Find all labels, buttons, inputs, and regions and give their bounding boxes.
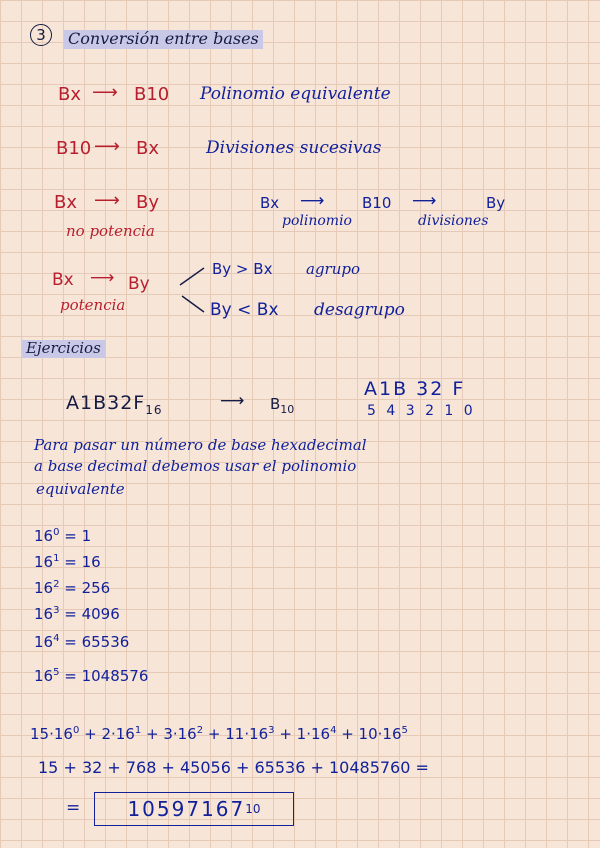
case1-condition: By > Bx: [212, 260, 273, 278]
explanation-line-1: Para pasar un número de base hexadecimal: [34, 436, 367, 454]
polynomial-expression: $15\cdot 16^0 + 2\cdot 16^1 + 3\cdot 16^2 + 11\cdot 16^3 + 1\cdot 16^4 + 10\cdot 16^5$: [30, 725, 408, 743]
conv2-from: B10: [56, 138, 92, 159]
exercises-heading: Ejercicios: [22, 340, 105, 358]
conv4-from: Bx: [52, 270, 74, 290]
explanation-line-3: equivalente: [36, 480, 125, 498]
power-row: $16^0 = 1$: [34, 527, 92, 545]
arrow-icon: ⟶: [90, 268, 115, 288]
conv4-to: By: [128, 274, 150, 294]
sum-expression: 15 + 32 + 768 + 45056 + 65536 + 10485760 =: [38, 758, 429, 777]
chain-step3: By: [486, 194, 506, 212]
hex-digits: A1B 32 F: [364, 378, 466, 400]
conv4-note: potencia: [60, 296, 126, 314]
result-box: 10597167 10: [94, 792, 294, 826]
chain-step1: Bx: [260, 194, 280, 212]
case1-action: agrupo: [306, 260, 361, 278]
chain-label1: polinomio: [282, 213, 352, 229]
arrow-icon: ⟶: [92, 82, 118, 103]
conv1-to: B10: [134, 84, 170, 105]
conv3-to: By: [136, 192, 160, 213]
case2-action: desagrupo: [314, 300, 405, 320]
power-row: $16^4 = 65536$: [34, 633, 130, 651]
long-arrow-icon: ⟶: [412, 191, 437, 211]
arrow-icon: ⟶: [94, 136, 120, 157]
digit-positions: 5 4 3 2 1 0: [367, 403, 473, 419]
problem-target: $B_{10}$: [270, 395, 295, 416]
conv1-method: Polinomio equivalente: [200, 84, 391, 104]
chain-label2: divisiones: [418, 213, 489, 229]
conv2-method: Divisiones sucesivas: [206, 138, 382, 158]
power-row: $16^5 = 1048576$: [34, 667, 149, 685]
problem-number: $A1B32F_{16}$: [66, 392, 163, 417]
section-number: 3: [36, 26, 46, 44]
case2-condition: By < Bx: [210, 300, 279, 320]
conv3-from: Bx: [54, 192, 78, 213]
page-title: Conversión entre bases: [64, 30, 263, 49]
power-row: $16^2 = 256$: [34, 579, 111, 597]
chain-step2: B10: [362, 194, 392, 212]
power-row: $16^3 = 4096$: [34, 605, 120, 623]
conv2-to: Bx: [136, 138, 160, 159]
long-arrow-icon: ⟶: [220, 391, 245, 411]
power-row: $16^1 = 16$: [34, 553, 101, 571]
arrow-icon: ⟶: [94, 190, 120, 211]
conv3-note: no potencia: [66, 222, 155, 240]
long-arrow-icon: ⟶: [300, 191, 325, 211]
equals-sign: =: [66, 798, 81, 818]
explanation-line-2: a base decimal debemos usar el polinomio: [34, 457, 357, 475]
conv1-from: Bx: [58, 84, 82, 105]
